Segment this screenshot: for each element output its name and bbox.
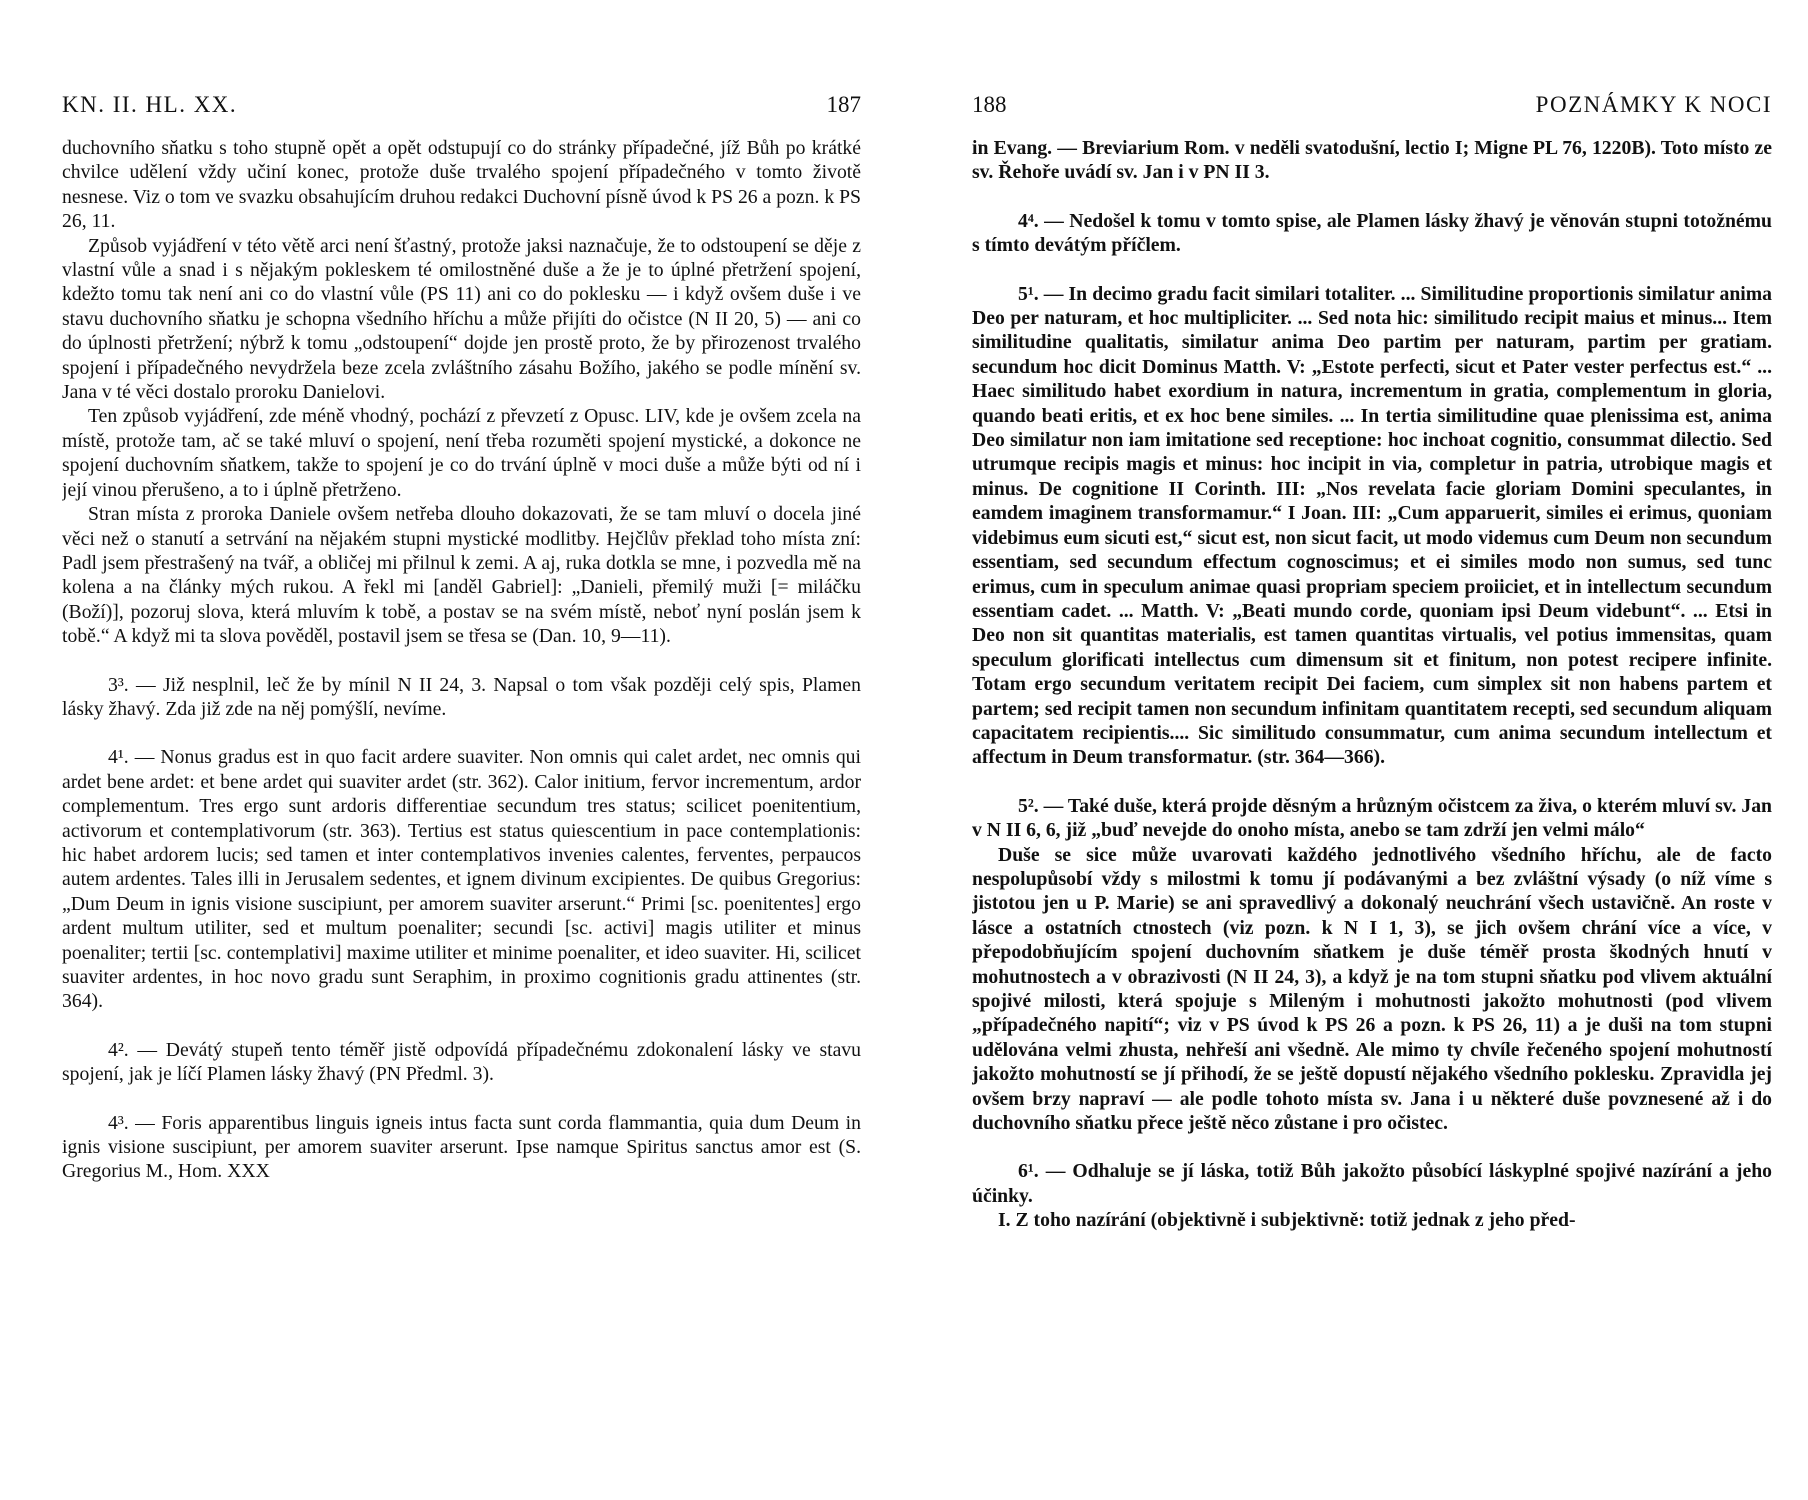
- page-body: [62, 136, 861, 1184]
- note-paragraph: 4³. — Foris apparentibus linguis igneis intus facta sunt corda flammantia, quia dum Deum in ignis visione suscipiunt, per amorem suaviter arserunt. Ipse namque Spiritus sanctus amor est (S. Gregorius M., Hom. XXX: [62, 1111, 861, 1183]
- running-head: [972, 92, 1772, 126]
- note-paragraph: 5². — Také duše, která projde děsným a hrůzným očistcem za živa, o kterém mluví sv. Jan v N II 6, 6, již „buď nevejde do onoho místa, anebo se tam zdrží jen velmi málo“: [972, 794, 1772, 842]
- note-paragraph: 4⁴. — Nedošel k tomu v tomto spise, ale Plamen lásky žhavý je věnován stupni totožnému s tímto devátým příčlem.: [972, 209, 1772, 257]
- running-title: KN. II. HL. XX.: [62, 92, 238, 117]
- paragraph: Ten způsob vyjádření, zde méně vhodný, pochází z převzetí z Opusc. LIV, kde je ovšem zcela na místě, protože tam, ač se také mluví o spojení, není třeba rozuměti spojení mystické, a dokonce ne spojení duchovním sňatkem, takže to spojení je co do trvání úplně v moci duše a může býti od ní i její vinou přerušeno, a to i úplně přetrženo.: [62, 405, 861, 501]
- right-page: [972, 86, 1772, 1486]
- note-paragraph: 3³. — Již nesplnil, leč že by mínil N II 24, 3. Napsal o tom však později celý spis, Plamen lásky žhavý. Zda již zde na něj pomýšlí, nevíme.: [62, 673, 861, 720]
- note-paragraph: 5¹. — In decimo gradu facit similari totaliter. ... Similitudine proportionis similatur anima Deo per naturam, et hoc multipliciter. ... Sed nota hic: similitudo recipit maius et minus... Item similitudine qualitatis, similatur anima Deo partim per naturam, partim per gratiam. secundum hoc dicit Dominus Matth. V: „Estote perfecti, sicut et Pater vester perfectus est.“ ... Haec similitudo habet exordium in natura, incrementum in gratia, complementum in gloria, quando beati eritis, et ex hoc bene similes. ... In tertia similitudine quae plenissima est, anima Deo similatur non iam imitatione sed receptione: hoc inchoat cognitio, consummat dilectio. Sed utrumque recipis magis et minus: hoc incipit in via, completur in patria, utrobique magis et minus. De cognitione II Corinth. III: „Nos revelata facie gloriam Domini speculantes, in eamdem imaginem transformamur.“ I Joan. III: „Cum apparuerit, similes ei erimus, quoniam videbimus eum sicuti est,“ sicut est, non sicut facit, ut modo videmus cum Deum non secundum essentiam, sed secundum effectum cognoscimus; et ei similes modo non sumus, sed tunc erimus, cum in speculum animae quasi propriam speciem proiiciet, et in intellectum secundum essentiam cadet. ... Matth. V: „Beati mundo corde, quoniam ipsi Deum videbunt“. ... Etsi in Deo non sit quantitas materialis, est tamen quantitas virtualis, vel potius immensitas, quam speculum glorificati intellectus cum dimensum sit et finitum, non potest recipere infinite. Totam ergo secundum veritatem recipit Dei faciem, cum simplex sit non habens partem et partem; sed recipit tamen non secundum infinitam quantitatem recepti, sed secundum aliquam capacitatem recipientis.... Sic similitudo consummatur, cum anima secundum intellectum et affectum in Deum transformatur. (str. 364—366).: [972, 282, 1772, 769]
- paragraph: I. Z toho nazírání (objektivně i subjektivně: totiž jednak z jeho před-: [998, 1209, 1576, 1232]
- left-page: [62, 86, 861, 1486]
- note-paragraph: 4¹. — Nonus gradus est in quo facit ardere suaviter. Non omnis qui calet ardet, nec omnis qui ardet bene ardet: et bene ardet qui suaviter ardet (str. 362). Calor initium, fervor incrementum, ardor complementum. Tres ergo sunt ardoris differentiae secundum tres status; scilicet poenitentium, activorum et contemplativorum (str. 363). Tertius est status quiescentium in pace contemplationis: hic habet ardorem lucis; sed tamen et inter contemplativos invenies calentes, ferventes, perpaucos autem ardentes. Tales illi in Jerusalem sedentes, et ignem divinum excipientes. De quibus Gregorius: „Dum Deum in ignis visione suscipiunt, per amorem suaviter arserunt.“ Primi [sc. poenitentes] ergo ardent multum utiliter, sed et multum poenaliter; secundi [sc. activi] magis utiliter et minus poenaliter; tertii [sc. contemplativi] maxime utiliter et minime poenaliter, et ideo suaviter. Hi, scilicet suaviter ardentes, in hoc novo gradu sunt Seraphim, in proximo cognitionis gradu attinentes (str. 364).: [62, 746, 861, 1013]
- paragraph: Duše se sice může uvarovati každého jednotlivého všedního hříchu, ale de facto nespolupůsobí vždy s milostmi k tomu jí podávanými a bez zvláštní výsady (o níž víme s jistotou jen u P. Marie) se ani spravedlivý a dokonalý neuchrání všech ustavičně. An roste v lásce a ostatních ctnostech (viz pozn. k N I 1, 3), se jich ovšem chrání více a více, v přepodobňujícím spojení duchovním sňatkem je duše téměř prosta škodných hnutí v mohutnostech a v obrazivosti (N II 24, 3), a když je na tom stupni sňatku pod vlivem aktuální spojivé milosti, která spojuje s Mileným i mohutnosti jakožto mohutnosti (pod vlivem „případečného napití“; viz v PS úvod k PS 26 a pozn. k PS 26, 11) a je duši na tom stupni udělována velmi zhusta, nehřeší ani všedně. Ale mimo ty chvíle řečeného spojení mohutností jakožto mohutností se jí přihodí, že se ještě dopustí nějakého všedního poklesku. Zpravidla jej ovšem brzy napraví — ale podle tohoto místa sv. Jana i u některé duše povznesené až i do duchovního sňatku přece ještě něco zůstane i pro očistec.: [972, 843, 1772, 1135]
- note-paragraph: 6¹. — Odhaluje se jí láska, totiž Bůh jakožto působící láskyplné spojivé nazírání a jeho účinky.: [972, 1160, 1772, 1207]
- paragraph: duchovního sňatku s toho stupně opět a opět odstupují co do stránky případečné, jíž Bůh po krátké chvilce udělení vždy učiní konec, protože duše trvalého spojení případečného v tomto životě nesnese. Viz o tom ve svazku obsahujícím druhou redakci Duchovní písně úvod k PS 26 a pozn. k PS 26, 11.: [62, 137, 861, 233]
- running-head: [62, 92, 861, 126]
- page-number: 187: [826, 92, 861, 117]
- note-paragraph: 4². — Devátý stupeň tento téměř jistě odpovídá případečnému zdokonalení lásky ve stavu spojení, jak je líčí Plamen lásky žhavý (PN Předml. 3).: [62, 1038, 861, 1086]
- paragraph: Způsob vyjádření v této větě arci není šťastný, protože jaksi naznačuje, že to odstoupení se děje z vlastní vůle a snad i s nějakým pokleskem té omilostněné duše a že je to úplné přetržení spojení, kdežto tomu tak není ani co do vlastní vůle (PS 11) ani co do poklesku — i když ovšem duše i ve stavu duchovního sňatku je schopna všedního hříchu a může přijíti do očistce (N II 20, 5) — ani co do úplnosti přetržení; nýbrž k tomu „odstoupení“ dojde jen prostě proto, že by přirozenost trvalého spojení i případečného nevydržela beze zcela zvláštního zásahu Božího, jakého se podle mínění sv. Jana v té věci dostalo proroku Danielovi.: [62, 234, 861, 404]
- page-number: 188: [972, 92, 1007, 117]
- paragraph: in Evang. — Breviarium Rom. v neděli svatodušní, lectio I; Migne PL 76, 1220B). Toto místo ze sv. Řehoře uvádí sv. Jan i v PN II 3.: [972, 137, 1772, 184]
- page-body: [972, 136, 1772, 1233]
- paragraph: Stran místa z proroka Daniele ovšem netřeba dlouho dokazovati, že se tam mluví o docela jiné věci než o stanutí a setrvání na nějakém stupni mystické modlitby. Hejčlův překlad toho místa zní: Padl jsem přestrašený na tvář, a obličej mi přilnul k zemi. A aj, ruka dotkla se mne, i pozvedla mě na kolena a na články mých rukou. A řekl mi [anděl Gabriel]: „Danieli, přemilý muži [= miláčku (Boží)], pozoruj slova, která mluvím k tobě, a postav se na svém místě, neboť nyní poslán jsem k tobě.“ A když mi ta slova pověděl, postavil jsem se třesa se (Dan. 10, 9—11).: [62, 503, 861, 648]
- running-title: POZNÁMKY K NOCI: [1535, 92, 1772, 117]
